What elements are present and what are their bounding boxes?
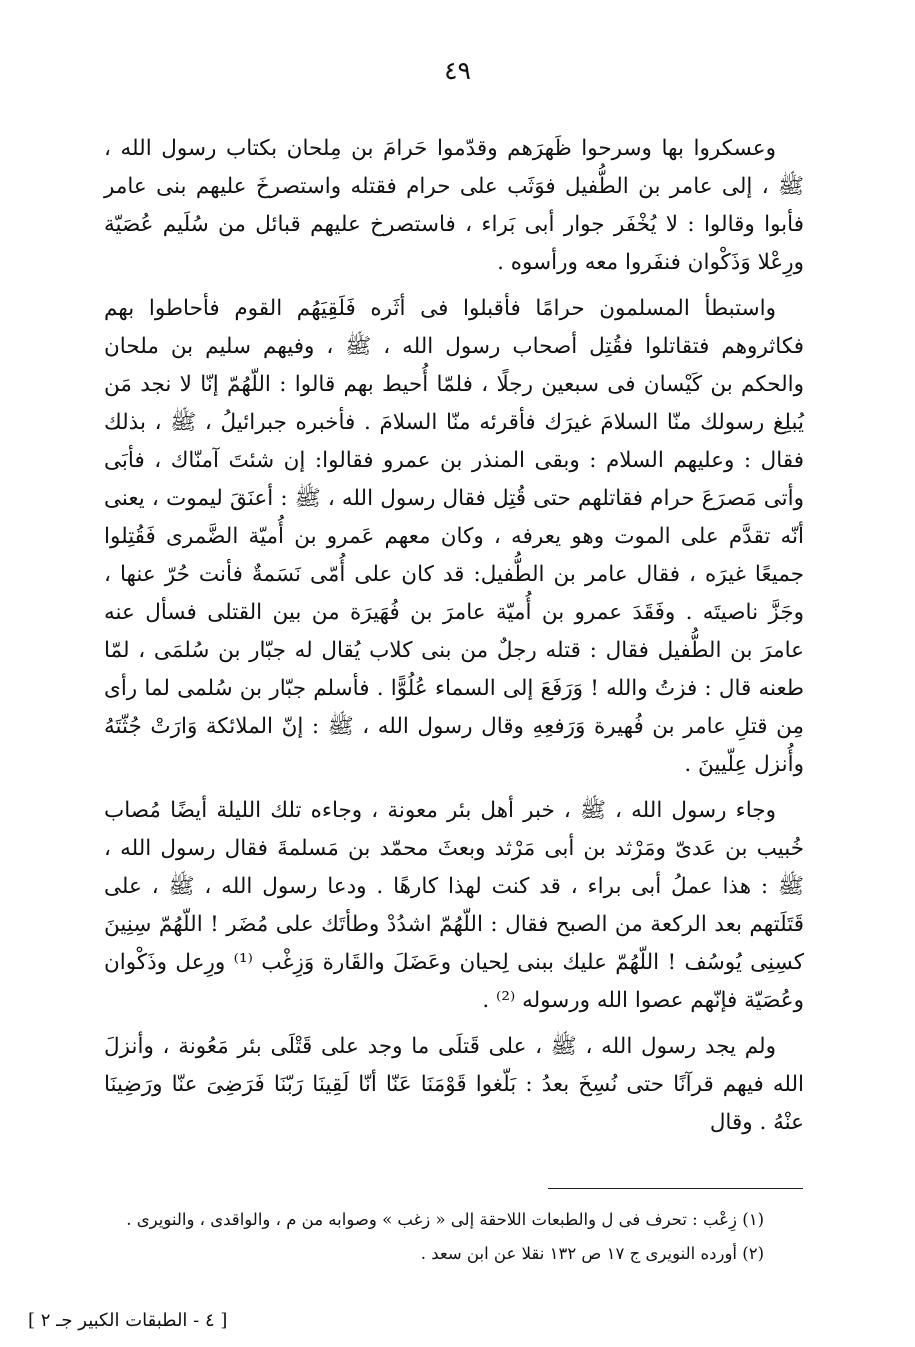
running-footer: [ ٤ - الطبقات الكبير جـ ٢ ] bbox=[28, 1310, 228, 1331]
footnote-divider bbox=[548, 1188, 803, 1189]
paragraph: ولم يجد رسول الله ، ﷺ ، على قَتلَى ما وجد على قَتْلَى بئر مَعُونة ، وأنزلَ الله فيهم قرآنًا حتى نُسِخَ بعدُ : بَلّغوا قَوْمَنَا عَنّا أنّا لَقِينَا رَبّنَا فَرَضِىَ عنّا ورَضِينَا عنْهُ . وقال bbox=[104, 1034, 804, 1135]
paragraph: وجاء رسول الله ، ﷺ ، خبر أهل بئر معونة ، وجاءه تلك الليلة أيضًا مُصاب خُبيب بن عَدىّ ومَرْثد بن أبى مَرْثد وبعثَ محمّد بن مَسلمةَ فقال رسول الله ، ﷺ : هذا عملُ أبى براء ، قد كنت لهذا كارهًا . ودعا رسول الله ، ﷺ ، على قَتَلَتهم بعد الركعة من الصبح فقال : اللّهُمّ اشدُدْ وطأتَك على مُضَر ! اللّهُمّ سِنِينَ كسِنِى يُوسُف ! اللّهُمّ عليك ببنى لِحيان وعَضَلَ والقَارة وَزِغْب ⁽¹⁾ ورِعل وذَكْوان وعُصَيّة فإنّهم عصوا الله ورسوله ⁽²⁾ . bbox=[104, 798, 804, 1013]
page-number: ٤٩ bbox=[444, 56, 471, 85]
footnote: (٢) أورده النويرى ج ١٧ ص ١٣٢ نقلا عن ابن سعد . bbox=[420, 1244, 764, 1263]
footnote: (١) زِعْب : تحرف فى ل والطبعات اللاحقة إلى « زغب » وصوابه من م ، والواقدى ، والنويرى . bbox=[126, 1210, 764, 1229]
paragraph: واستبطأ المسلمون حرامًا فأقبلوا فى أثَره فَلَقِيَهُم القوم فأحاطوا بهم فكاثروهم فتقاتلوا فقُتِل أصحاب رسول الله ، ﷺ ، وفيهم سليم بن ملحان والحكم بن كَيْسان فى سبعين رجلًا ، فلمّا أُحيط بهم قالوا : اللّهُمّ إنّا لا نجد مَن يُبلِغ رسولك منّا السلامَ غيرَك فأقرئه منّا السلامَ . فأخبره جبرائيلُ ، ﷺ ، بذلك فقال : وعليهم السلام : وبقى المنذر بن عمرو فقالوا: إن شئتَ آمنّاك ، فأبَى وأتى مَصرَعَ حرام فقاتلهم حتى قُتِل فقال رسول الله ، ﷺ : أعنَقَ ليموت ، يعنى أنّه تقدَّم على الموت وهو يعرفه ، وكان معهم عَمرو بن أُميّة الضَّمرى فَقُتِلوا جميعًا غيرَه ، فقال عامر بن الطُّفيل: قد كان على أُمّى نَسَمةٌ فأنت حُرّ عنها ، وجَزَّ ناصيتَه . وفَقَدَ عمرو بن أُميّة عامرَ بن فُهَيرَة من بين القتلى فسأل عنه عامرَ بن الطُّفيل فقال : قتله رجلٌ من بنى كلاب يُقال له جبّار بن سُلمَى ، لمّا طعنه قال : فزتُ والله ! وَرَفَعَ إلى السماء عُلُوًّا . فأسلم جبّار بن سُلمى لما رأى مِن قتلِ عامر بن فُهيرة وَرَفعِهِ وقال رسول الله ، ﷺ : إنّ الملائكة وَارَتْ جُثّتَهُ وأُنزل عِلّيينَ . bbox=[104, 296, 804, 777]
main-text bbox=[104, 130, 804, 1150]
paragraph: وعسكروا بها وسرحوا ظَهرَهم وقدّموا حَرامَ بن مِلحان بكتاب رسول الله ، ﷺ ، إلى عامر بن الطُّفيل فوَثَب على حرام فقتله واستصرخَ عليهم بنى عامر فأبوا وقالوا : لا يُخْفَر جوار أبى بَراء ، فاستصرخ عليهم قبائل من سُلَيم عُصَيّة ورِعْلا وَذَكْوان فنفَروا معه ورأسوه . bbox=[104, 136, 804, 275]
footnotes bbox=[104, 1203, 804, 1271]
